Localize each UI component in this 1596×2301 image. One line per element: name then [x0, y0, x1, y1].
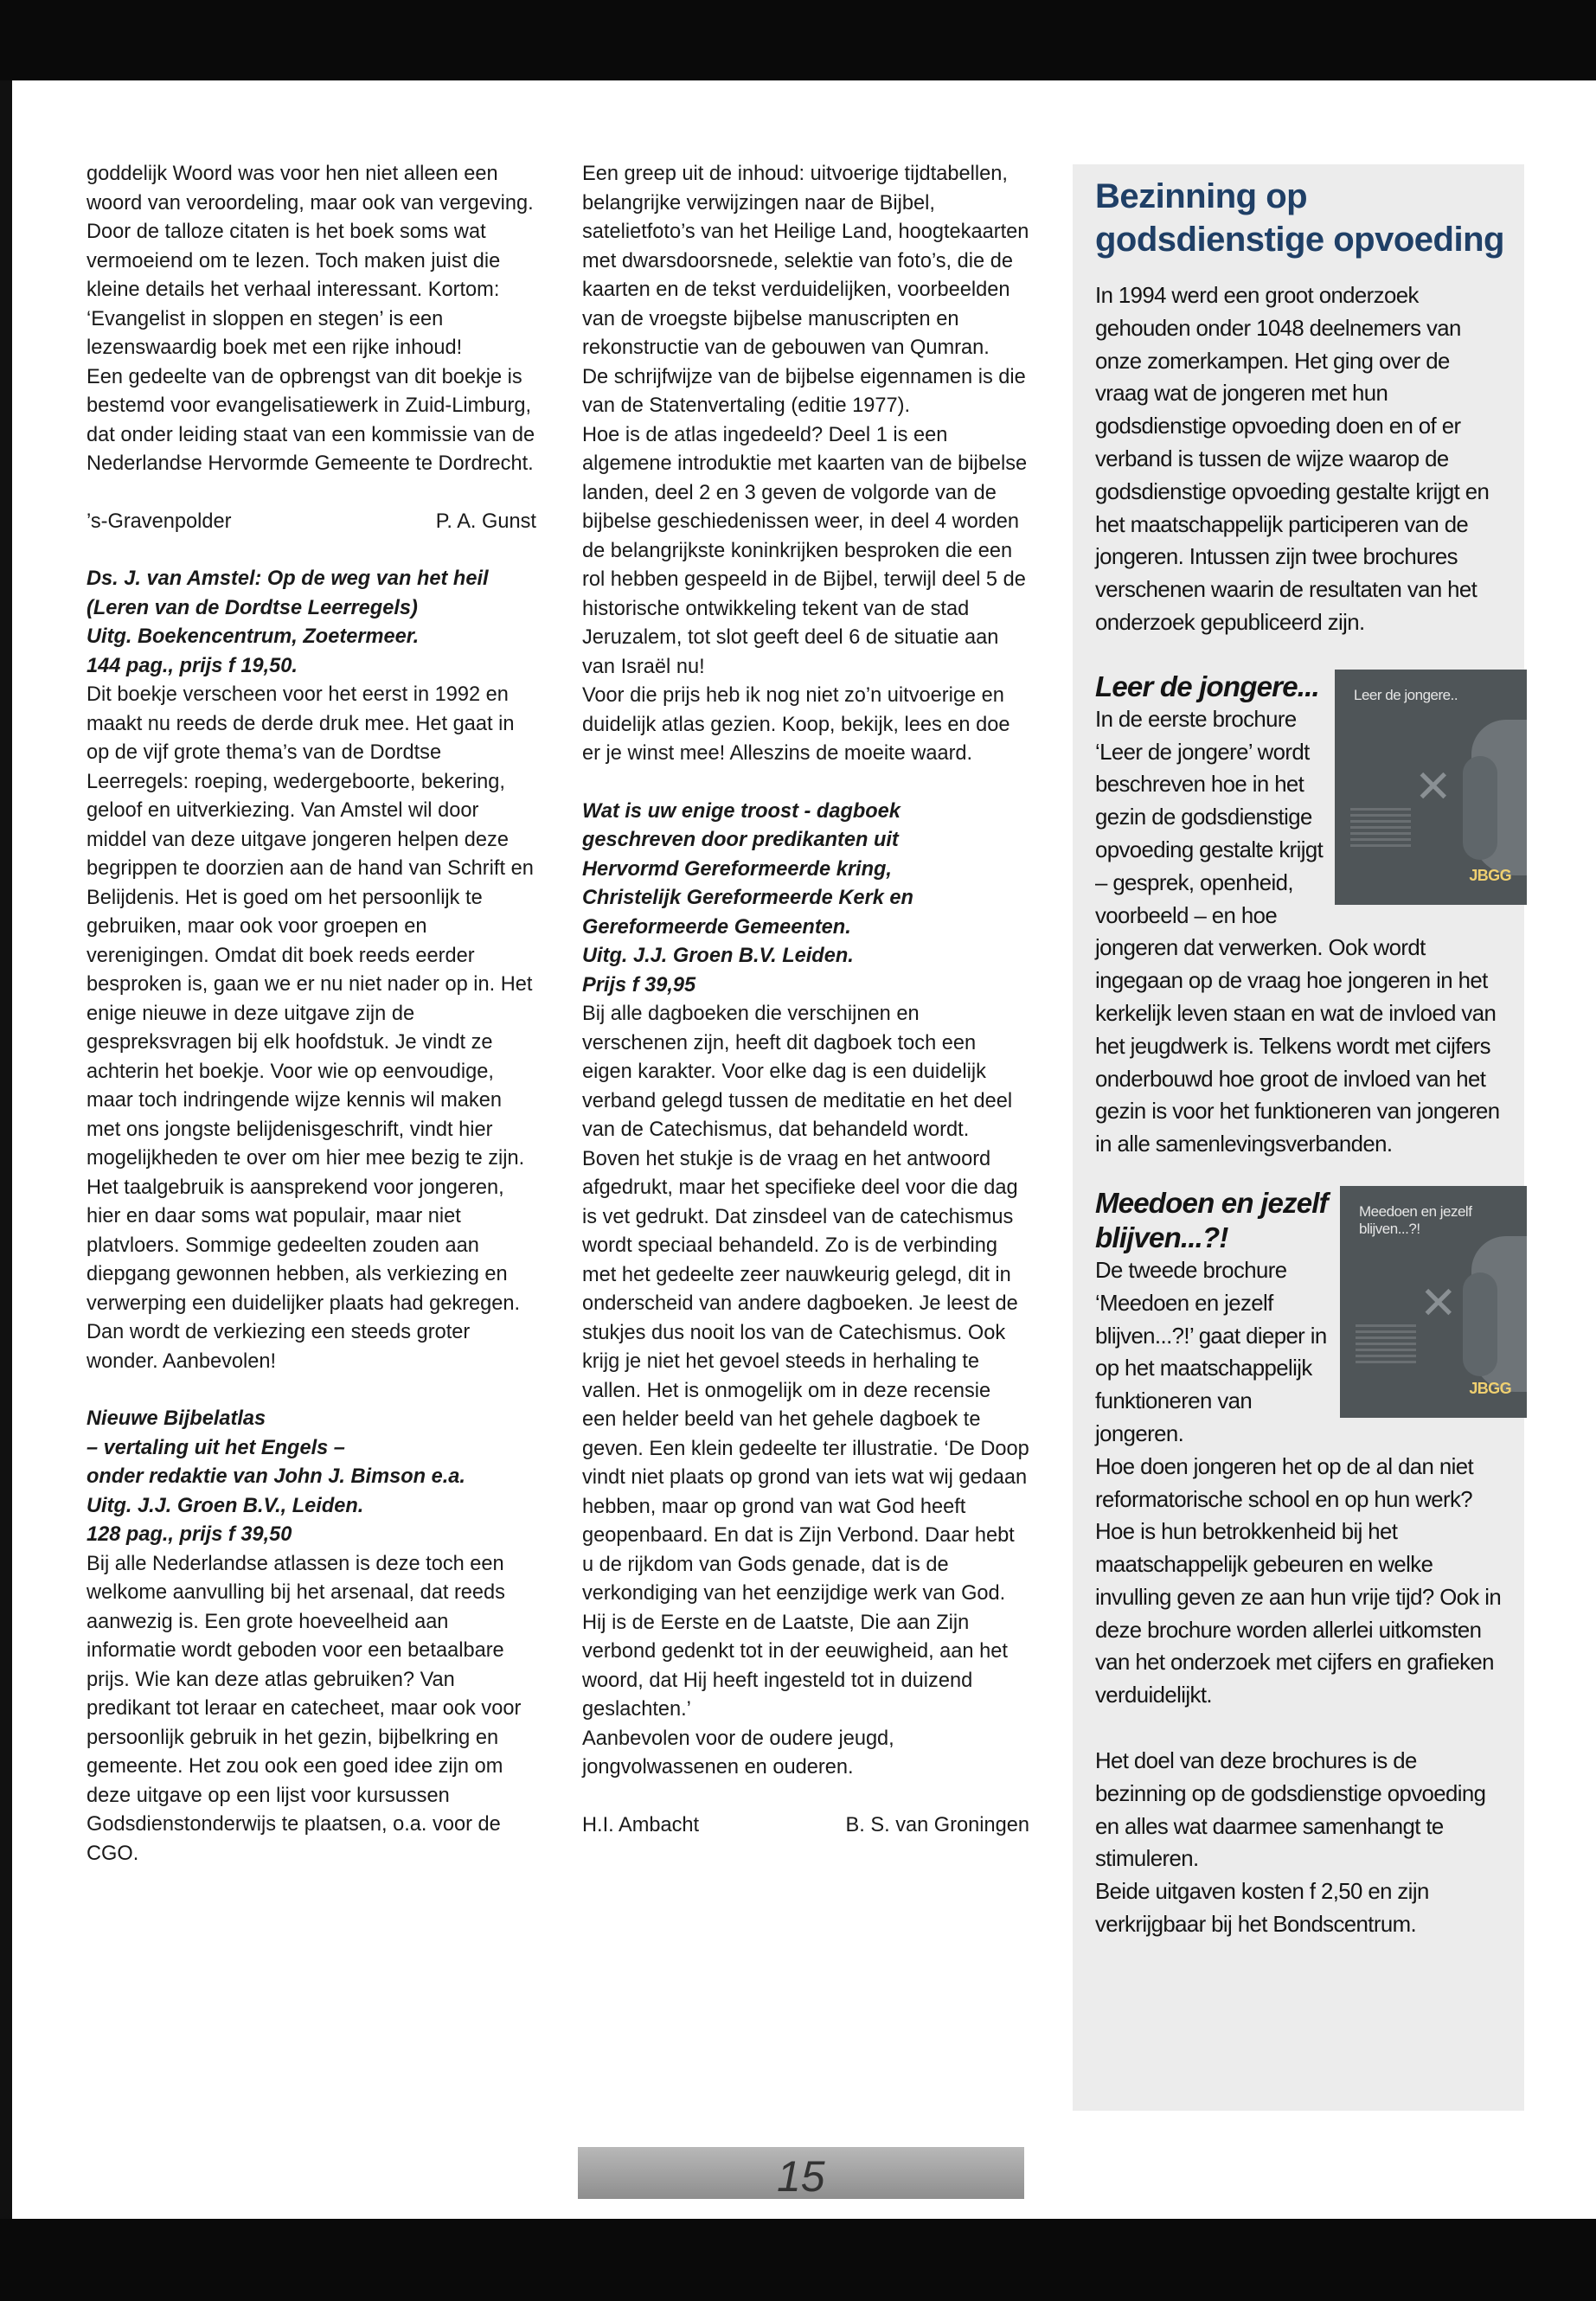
paragraph: De schrijfwijze van de bijbelse eigennamen is die van de Statenvertaling (editie 1977).	[582, 365, 1026, 417]
sidebar-text: Beide uitgaven kosten f 2,50 en zijn verkrijgbaar bij het Bondscentrum.	[1095, 1880, 1429, 1938]
cover-title: Leer de jongere..	[1354, 686, 1458, 703]
sidebar-title: Bezinning op godsdienstige opvoeding	[1095, 177, 1504, 259]
book-heading: Hervormd Gereformeerde kring,	[582, 857, 892, 881]
sidebar-text: Hoe doen jongeren het op de al dan niet reformatorische school en op hun werk? Hoe is hun betrokkenheid bij het maatschappelijk gebeuren en welke invulling geven ze aan hun vrije tijd? Ook in deze brochure worden allerlei uitkomsten van het onderzoek met cijfers en grafieken verduidelijkt.	[1095, 1454, 1502, 1708]
paragraph: goddelijk Woord was voor hen niet alleen een woord van veroordeling, maar ook van vergeving.	[87, 163, 534, 215]
book-heading: (Leren van de Dordtse Leerregels)	[87, 596, 418, 619]
brochure-cover-meedoen	[1340, 1186, 1527, 1418]
signature-name: B. S. van Groningen	[845, 1813, 1029, 1836]
column-left	[87, 160, 536, 1868]
paragraph: Aanbevolen voor de oudere jeugd, jongvolwassenen en ouderen.	[582, 1727, 894, 1779]
book-heading: Christelijk Gereformeerde Kerk en	[582, 887, 913, 909]
paragraph: Door de talloze citaten is het boek soms wat vermoeiend om te lezen. Toch maken juist die kleine details het verhaal interessant. Kortom: ‘Evangelist in sloppen en stegen’ is een lezenswaardig boek met een rijke inhoud!	[87, 221, 501, 359]
sidebar-text: In de eerste brochure ‘Leer de jongere’ wordt beschreven hoe in het gezin de godsdienstige opvoeding gestalte krijgt – gesprek, openheid, voorbeeld – en hoe jongeren dat verwerken. Ook wordt ingegaan op de vraag hoe jongeren in het kerkelijk leven staan en wat de invloed van het jeugdwerk is. Telkens wordt met cijfers onderbouwd hoe groot de invloed van het gezin is voor het funktioneren van jongeren in alle samenlevingsverbanden.	[1095, 707, 1500, 1157]
cross-icon: ✕	[1414, 761, 1452, 812]
book-heading: onder redaktie van John J. Bimson e.a.	[87, 1465, 465, 1488]
book-heading: Nieuwe Bijbelatlas	[87, 1407, 266, 1430]
book-heading: Ds. J. van Amstel: Op de weg van het heil	[87, 567, 489, 590]
book-heading: 144 pag., prijs f 19,50.	[87, 654, 298, 677]
paragraph: Hoe is de atlas ingedeeld? Deel 1 is een algemene introduktie met kaarten van de bijbelse landen, deel 2 en 3 geven de volgorde van de bijbelse geschiedenissen weer, in deel 4 worden de belangrijkste koninkrijken besproken die een rol hebben gespeeld in de Bijbel, terwijl deel 5 de historische ontwikkeling tekent van de stad Jeruzalem, tot slot geeft deel 6 de situatie aan van Israël nu!	[582, 423, 1028, 678]
scan-border-top	[0, 0, 1596, 80]
review-signature	[582, 1811, 1029, 1841]
book-heading: Uitg. Boekencentrum, Zoetermeer.	[87, 625, 420, 648]
sidebar-text: Het doel van deze brochures is de bezinning op de godsdienstige opvoeding en alles wat daarmee samenhangt te stimuleren.	[1095, 1749, 1486, 1872]
scan-border-bottom	[0, 2219, 1596, 2301]
cover-title: Meedoen en jezelf blijven...?!	[1359, 1202, 1472, 1237]
page-number-bar	[578, 2147, 1024, 2199]
sidebar-box	[1073, 164, 1524, 2111]
signature-place: ’s-Gravenpolder	[87, 510, 232, 533]
book-heading: Wat is uw enige troost - dagboek	[582, 799, 901, 823]
page-number: 15	[777, 2152, 825, 2201]
review-signature	[87, 508, 536, 537]
paragraph: Bij alle Nederlandse atlassen is deze toch een welkome aanvulling bij het arsenaal, dat reeds aanwezig is. Een grote hoeveelheid aan informatie wordt geboden voor een betaalbare prijs. Wie kan deze atlas gebruiken? Van predikant tot leraar en catecheet, maar ook voor persoonlijk gebruik in het gezin, bijbelkring en gemeente. Het zou ook een goed idee zijn om deze uitgave op een lijst voor kursussen Godsdienstonderwijs te plaatsen, o.a. voor de CGO.	[87, 1552, 522, 1865]
book-heading: – vertaling uit het Engels –	[87, 1436, 345, 1459]
jbgg-logo: JBGG	[1469, 1380, 1511, 1398]
sidebar-intro: In 1994 werd een groot onderzoek gehouden onder 1048 deelnemers van onze zomerkampen. Het ging over de vraag wat de jongeren met hun godsdienstige opvoeding doen en of er verband is tussen de wijze waarop de godsdienstige opvoeding gestalte krijgt en het maatschappelijk participeren van de jongeren. Intussen zijn twee brochures verschenen waarin de resultaten van het onderzoek gepubliceerd zijn.	[1095, 284, 1490, 635]
sidebar-text: De tweede brochure ‘Meedoen en jezelf blijven...?!’ gaat dieper in op het maatschappelijk funktioneren van jongeren.	[1095, 1258, 1327, 1446]
book-heading: Uitg. J.J. Groen B.V. Leiden.	[582, 945, 854, 967]
paragraph: Een gedeelte van de opbrengst van dit boekje is bestemd voor evangelisatiewerk in Zuid-Limburg, dat onder leiding staat van een kommissie van de Nederlandse Hervormde Gemeente te Dordrecht.	[87, 365, 535, 475]
sidebar-subheading: Meedoen en jezelf blijven...?!	[1095, 1186, 1328, 1253]
signature-place: H.I. Ambacht	[582, 1813, 700, 1836]
signature-name: P. A. Gunst	[435, 510, 536, 533]
paragraph: Een greep uit de inhoud: uitvoerige tijdtabellen, belangrijke verwijzingen naar de Bijbel, satelietfoto’s van het Heilige Land, hoogtekaarten met dwarsdoorsnede, selektie van foto’s, die de kaarten en de tekst verduidelijken, voorbeelden van de vroegste bijbelse manuscripten en rekonstructie van de gebouwen van Qumran.	[582, 163, 1029, 359]
paragraph: Bij alle dagboeken die verschijnen en verschenen zijn, heeft dit dagboek toch een eigen karakter. Voor elke dag is een duidelijk verband gelegd tussen de meditatie en het deel van de Catechismus, dat behandeld wordt. Boven het stukje is de vraag en het antwoord afgedrukt, maar het specifieke deel voor die dag is vet gedrukt. Dat zinsdeel van de catechismus wordt speciaal behandeld. Zo is de verbinding met het gedeelte zeer nauwkeurig gelegd, dit in onderscheid van andere dagboeken. Je leest de stukjes dus nooit los van de Catechismus. Ook krijg je niet het gevoel steeds in herhaling te vallen. Het is onmogelijk om in deze recensie een helder beeld van het gehele dagboek te geven. Een klein gedeelte ter illustratie. ‘De Doop vindt niet plaats op grond van iets wat wij gedaan hebben, maar op grond van wat God heeft geopenbaard. En dat is Zijn Verbond. Daar hebt u de rijkdom van Gods genade, dat is de verkondiging van het eenzijdige werk van God. Hij is de Eerste en de Laatste, Die aan Zijn verbond gedenkt tot in der eeuwigheid, aan het woord, dat Hij heeft ingesteld tot in duizend geslachten.’	[582, 1003, 1029, 1721]
book-heading: Prijs f 39,95	[582, 973, 696, 997]
jbgg-logo: JBGG	[1469, 866, 1511, 884]
cross-icon: ✕	[1420, 1278, 1457, 1329]
book-heading: geschreven door predikanten uit	[582, 829, 899, 851]
sidebar-subheading: Leer de jongere...	[1095, 670, 1319, 702]
book-heading: 128 pag., prijs f 39,50	[87, 1523, 292, 1546]
scan-border-left	[0, 80, 12, 2219]
paragraph: Dit boekje verscheen voor het eerst in 1992 en maakt nu reeds de derde druk mee. Het gaat in op de vijf grote thema’s van de Dordtse Leerregels: roeping, wedergeboorte, bekering, geloof en uitverkiezing. Van Amstel wil door middel van deze uitgave jongeren helpen deze begrippen te doorzien aan de hand van Schrift en Belijdenis. Het is goed om het persoonlijk te gebruiken, maar ook voor groepen en verenigingen. Omdat dit boek reeds eerder besproken is, gaan we er nu niet nader op in. Het enige nieuwe in deze uitgave zijn de gespreksvragen bij elk hoofdstuk. Je vindt ze achterin het boekje. Voor wie op eenvoudige, maar toch indringende wijze kennis wil maken met ons jongste belijdenisgeschrift, vindt hier mogelijkheden te over om hier mee bezig te zijn. Het taalgebruik is aansprekend voor jongeren, hier en daar soms wat populair, maar niet platvloers. Sommige gedeelten zouden aan diepgang gewonnen hebben, als verkiezing en verwerping een duidelijker plaats had gekregen. Dan wordt de verkiezing een steeds groter wonder. Aanbevolen!	[87, 683, 534, 1373]
book-heading: Uitg. J.J. Groen B.V., Leiden.	[87, 1494, 364, 1517]
column-middle	[582, 160, 1029, 1840]
book-heading: Gereformeerde Gemeenten.	[582, 915, 851, 939]
brochure-cover-leer-de-jongere	[1335, 670, 1527, 905]
paragraph: Voor die prijs heb ik nog niet zo’n uitvoerige en duidelijk atlas gezien. Koop, bekijk, lees en doe er je winst mee! Alleszins de moeite waard.	[582, 684, 1010, 765]
